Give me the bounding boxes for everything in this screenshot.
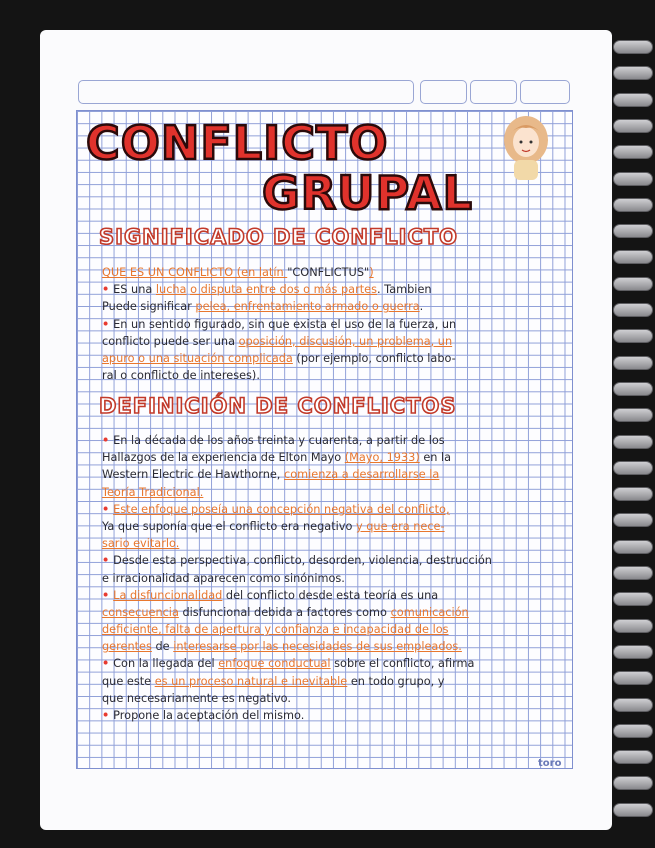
bullet: •	[102, 657, 114, 671]
spiral-ring	[613, 303, 653, 317]
text-line	[102, 333, 570, 350]
text-segment: Western Electric de Hawthorne,	[102, 468, 284, 482]
spiral-ring	[613, 66, 653, 80]
spiral-ring	[613, 408, 653, 422]
text-segment: en todo grupo, y	[347, 674, 445, 688]
spiral-binding	[609, 30, 653, 820]
text-segment: e irracionalidad aparecen como sinónimos.	[102, 571, 345, 585]
text-segment: comienza a desarrollarse la	[283, 468, 440, 482]
text-segment: (por ejemplo, conflicto labo-	[292, 351, 456, 365]
text-segment: enfoque conductual	[218, 657, 331, 671]
bullet: •	[102, 709, 114, 722]
text-segment: interesarse por las necesidades de sus empleados.	[173, 640, 462, 654]
spiral-ring	[613, 40, 653, 54]
text-line	[102, 518, 570, 535]
spiral-ring	[613, 724, 653, 738]
text-segment: oposición, discusión, un problema, un	[238, 334, 453, 348]
text-segment: del conflicto desde esta teoría es una	[222, 588, 439, 602]
text-segment: que necesariamente es negativo.	[102, 691, 291, 705]
text-segment: y que era nece-	[355, 519, 445, 533]
text-segment: que este	[102, 674, 155, 688]
spiral-ring	[613, 119, 653, 133]
text-segment: deficiente, falta de apertura y confianza e incapacidad de los	[102, 623, 449, 637]
text-segment: comunicación	[390, 605, 469, 619]
section-definicion-body	[102, 432, 570, 724]
spiral-ring	[613, 540, 653, 554]
page-title-line2: GRUPAL	[262, 166, 473, 220]
bullet: •	[102, 502, 114, 516]
text-segment: Teoría Tradicional.	[102, 485, 204, 499]
text-line	[102, 484, 570, 501]
spiral-ring	[613, 356, 653, 370]
text-segment: Este enfoque poseía una concepción negativa del conflicto,	[113, 502, 450, 516]
spiral-ring	[613, 435, 653, 449]
text-segment: Propone la aceptación del mismo.	[113, 709, 305, 722]
spiral-ring	[613, 566, 653, 580]
text-line	[102, 432, 570, 449]
spiral-ring	[613, 698, 653, 712]
spiral-ring	[613, 198, 653, 212]
spiral-ring	[613, 93, 653, 107]
text-line	[102, 552, 570, 569]
spiral-ring	[613, 329, 653, 343]
text-segment: sario evitarlo.	[102, 537, 180, 551]
text-segment: en la	[419, 451, 452, 465]
text-line	[102, 587, 570, 604]
bullet: •	[102, 588, 114, 602]
text-segment: "CONFLICTUS"	[287, 266, 370, 279]
text-segment: La disfuncionalidad	[113, 588, 223, 602]
spiral-ring	[613, 172, 653, 186]
text-segment: gerentes	[102, 640, 152, 654]
spiral-ring	[613, 592, 653, 606]
header-box-1	[420, 80, 467, 104]
spiral-ring	[613, 750, 653, 764]
text-line	[102, 281, 570, 298]
spiral-ring	[613, 513, 653, 527]
spiral-ring	[613, 277, 653, 291]
header-box-title	[78, 80, 414, 104]
text-segment: disfuncional debida a factores como	[178, 605, 391, 619]
bullet: •	[102, 434, 114, 447]
spiral-ring	[613, 250, 653, 264]
girl-doodle-icon	[496, 112, 556, 182]
text-line	[102, 604, 570, 621]
text-line	[102, 298, 570, 315]
text-segment: de	[151, 640, 174, 654]
spiral-ring	[613, 619, 653, 633]
section-heading-significado: SIGNIFICADO DE CONFLICTO	[99, 225, 459, 249]
text-line	[102, 350, 570, 367]
text-segment: . Tambien	[377, 283, 432, 297]
text-line	[102, 264, 570, 281]
spiral-ring	[613, 776, 653, 790]
text-segment: ral o conflicto de intereses).	[102, 369, 260, 383]
page-title-line1: CONFLICTO	[86, 116, 389, 170]
text-segment: Ya que suponía que el conflicto era negativo	[102, 519, 356, 533]
text-segment: apuro o una situación complicada	[102, 351, 293, 365]
text-segment: En un sentido figurado, sin que exista el uso de la fuerza, un	[113, 317, 457, 331]
spiral-ring	[613, 382, 653, 396]
text-line	[102, 535, 570, 552]
text-line	[102, 449, 570, 466]
section-significado-body	[102, 264, 570, 384]
text-segment: ES una	[113, 283, 156, 297]
text-line	[102, 570, 570, 587]
spiral-ring	[613, 671, 653, 685]
text-segment: )	[369, 266, 374, 279]
header-box-2	[470, 80, 517, 104]
bullet: •	[102, 554, 114, 568]
spiral-ring	[613, 145, 653, 159]
text-segment: Con la llegada del	[113, 657, 219, 671]
text-segment: Hallazgos de la experiencia de Elton Mayo	[102, 451, 345, 465]
header-box-3	[520, 80, 570, 104]
text-segment: (Mayo, 1933)	[344, 451, 420, 465]
text-segment: En la década de los años treinta y cuarenta, a partir de los	[113, 434, 445, 447]
text-segment: .	[419, 300, 424, 314]
text-line	[102, 367, 570, 384]
brand-logo: toro	[538, 758, 562, 769]
text-segment: o disputa entre dos o más partes	[190, 283, 377, 297]
spiral-ring	[613, 224, 653, 238]
spiral-ring	[613, 645, 653, 659]
text-line	[102, 655, 570, 672]
spiral-ring	[613, 487, 653, 501]
text-segment: pelea, enfrentamiento armado o guerra	[195, 300, 420, 314]
spiral-ring	[613, 803, 653, 817]
text-line	[102, 316, 570, 333]
text-segment: Desde esta perspectiva, conflicto, desorden, violencia, destrucción	[113, 554, 492, 568]
text-line	[102, 501, 570, 518]
text-line	[102, 638, 570, 655]
text-segment: es un proceso natural e inevitable	[154, 674, 348, 688]
text-line	[102, 673, 570, 690]
text-segment: sobre el conflicto, afirma	[330, 657, 475, 671]
text-segment: consecuencia	[102, 605, 179, 619]
text-segment: conflicto puede ser una	[102, 334, 239, 348]
bullet: •	[102, 283, 114, 297]
text-line	[102, 690, 570, 707]
section-heading-definicion: DEFINICIÓN DE CONFLICTOS	[99, 394, 457, 418]
text-line	[102, 466, 570, 483]
spiral-ring	[613, 461, 653, 475]
text-segment: Puede significar	[102, 300, 196, 314]
text-line	[102, 707, 570, 724]
text-segment: QUE ES UN CONFLICTO (en latín	[102, 266, 288, 279]
bullet: •	[102, 317, 114, 331]
text-segment: lucha	[155, 283, 187, 297]
text-line	[102, 621, 570, 638]
